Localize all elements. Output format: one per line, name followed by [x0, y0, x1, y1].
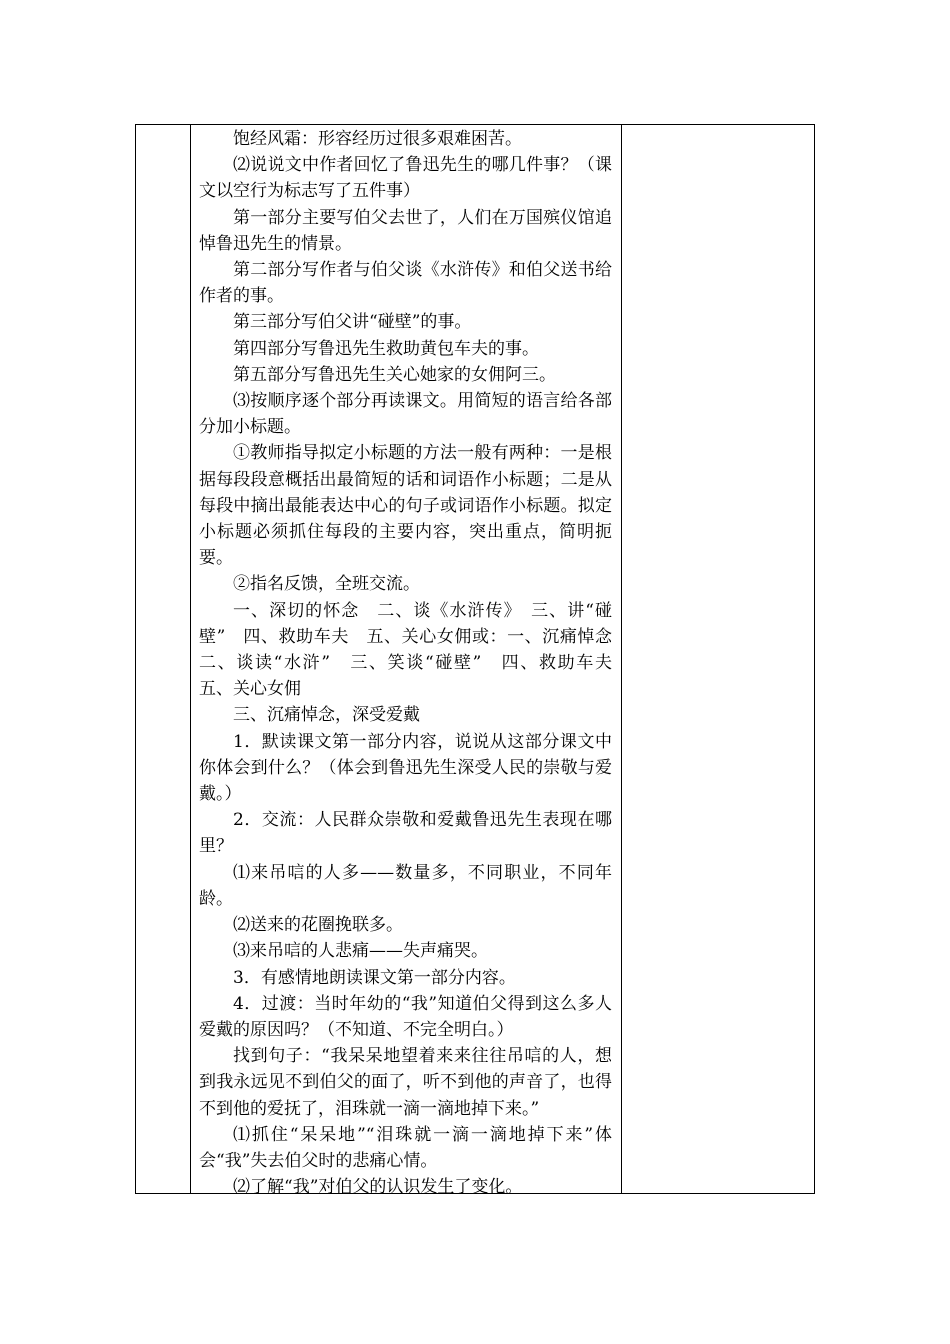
lesson-paragraph: 饱经风霜：形容经历过很多艰难困苦。: [233, 129, 522, 149]
lesson-paragraph: ⑵说说文中作者回忆了鲁迅先生的哪几件事？（课文以空行为标志写了五件事）: [199, 155, 612, 202]
lesson-paragraph: 第三部分写伯父讲“碰壁”的事。: [233, 312, 472, 333]
lesson-paragraph: ①教师指导拟定小标题的方法一般有两种：一是根据每段段意概括出最简短的话和词语作小标题；二是从每段中摘出最能表达中心的句子或词语作小标题。拟定小标题必须抓住每段的主要内容，突出重点，简明扼要。: [199, 443, 612, 569]
lesson-paragraph: ⑵了解“我”对伯父的认识发生了变化。: [233, 1177, 523, 1198]
lesson-paragraph: 第四部分写鲁迅先生救助黄包车夫的事。: [233, 338, 539, 359]
lesson-paragraph: 一、深切的怀念 二、谈《水浒传》 三、讲“碰壁” 四、救助车夫 五、关心女佣或：一、沉痛悼念 二、谈读“水浒” 三、笑谈“碰壁” 四、救助车夫 五、关心女佣: [199, 600, 629, 700]
lesson-paragraph: 第一部分主要写伯父去世了，人们在万国殡仪馆追悼鲁迅先生的情景。: [199, 207, 612, 254]
table-column-divider-left: [190, 125, 191, 1193]
lesson-paragraph: ⑶来吊唁的人悲痛——失声痛哭。: [233, 941, 488, 962]
lesson-section-heading: 三、沉痛悼念，深受爱戴: [233, 705, 420, 726]
lesson-paragraph: ⑵送来的花圈挽联多。: [233, 915, 403, 936]
lesson-paragraph: 4．过渡：当时年幼的“我”知道伯父得到这么多人爱戴的原因吗？（不知道、不完全明白。）: [199, 993, 612, 1040]
lesson-paragraph: ⑶按顺序逐个部分再读课文。用简短的语言给各部分加小标题。: [199, 391, 612, 438]
lesson-paragraph: 第五部分写鲁迅先生关心她家的女佣阿三。: [233, 364, 556, 385]
lesson-paragraph: ⑴抓住“呆呆地”“泪珠就一滴一滴地掉下来”体会“我”失去伯父时的悲痛心情。: [199, 1124, 612, 1171]
lesson-paragraph: 2．交流：人民群众崇敬和爱戴鲁迅先生表现在哪里？: [199, 810, 612, 857]
lesson-paragraph: ⑴来吊唁的人多——数量多，不同职业，不同年龄。: [199, 862, 612, 909]
lesson-paragraph: 第二部分写作者与伯父谈《水浒传》和伯父送书给作者的事。: [199, 260, 612, 307]
lesson-paragraph: 找到句子：“我呆呆地望着来来往往吊唁的人，想到我永远见不到伯父的面了，听不到他的声音了，也得不到他的爱抚了，泪珠就一滴一滴地掉下来。”: [199, 1046, 612, 1119]
lesson-content-cell: [199, 126, 629, 1200]
lesson-paragraph: 3．有感情地朗读课文第一部分内容。: [233, 967, 516, 988]
lesson-paragraph: 1．默读课文第一部分内容，说说从这部分课文中你体会到什么？（体会到鲁迅先生深受人民的崇敬与爱戴。）: [199, 731, 612, 805]
lesson-paragraph: ②指名反馈，全班交流。: [233, 574, 420, 595]
